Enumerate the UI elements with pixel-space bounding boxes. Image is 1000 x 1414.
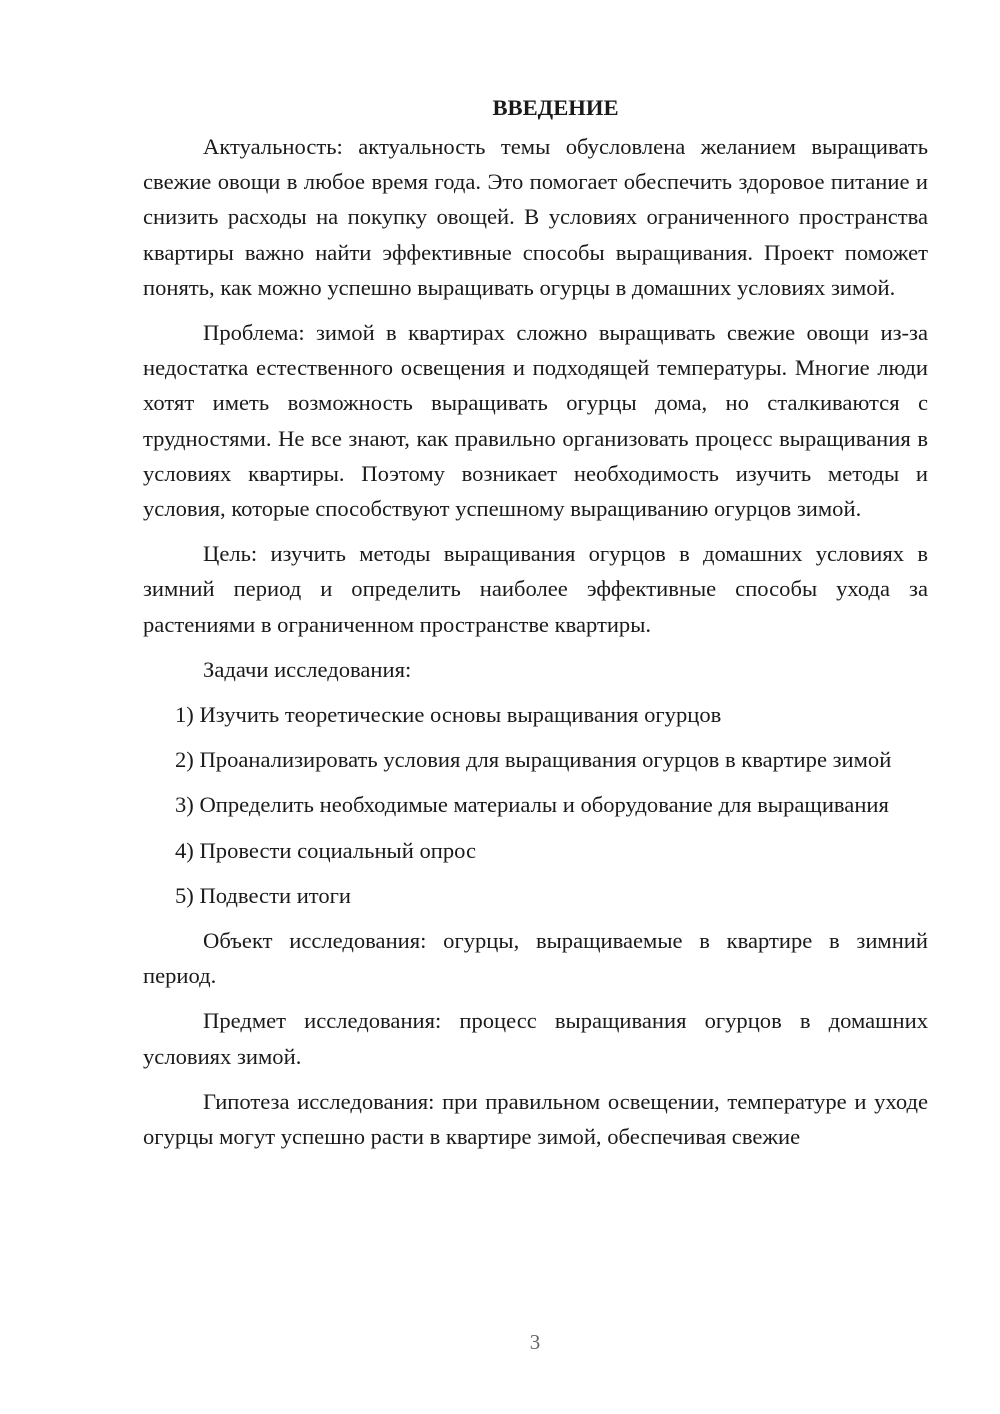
paragraph-hypothesis: Гипотеза исследования: при правильном освещении, температуре и уходе огурцы могут успешно расти в квартире зимой, обеспечивая свежие xyxy=(143,1088,928,1150)
task-item-5: 5) Подвести итоги xyxy=(175,882,352,908)
paragraph-goal: Цель: изучить методы выращивания огурцов в домашних условиях в зимний период и определить наиболее эффективные способы ухода за растениями в ограниченном пространстве квартиры. xyxy=(143,541,928,637)
task-item-3: 3) Определить необходимые материалы и оборудование для выращивания xyxy=(175,792,889,818)
document-page xyxy=(143,90,928,1164)
task-item-4: 4) Провести социальный опрос xyxy=(175,837,477,863)
tasks-heading: Задачи исследования: xyxy=(203,656,412,682)
paragraph-relevance: Актуальность: актуальность темы обусловлена желанием выращивать свежие овощи в любое время года. Это помогает обеспечить здоровое питание и снизить расходы на покупку овощей. В условиях ограниченного пространства квартиры важно найти эффективные способы выращивания. Проект поможет понять, как можно успешно выращивать огурцы в домашних условиях зимой. xyxy=(143,134,928,300)
task-item-1: 1) Изучить теоретические основы выращивания огурцов xyxy=(175,702,722,728)
paragraph-subject: Предмет исследования: процесс выращивания огурцов в домашних условиях зимой. xyxy=(143,1008,928,1069)
page-number: 3 xyxy=(529,1330,541,1354)
task-item-2: 2) Проанализировать условия для выращивания огурцов в квартире зимой xyxy=(175,747,892,773)
paragraph-object: Объект исследования: огурцы, выращиваемые в квартире в зимний период. xyxy=(143,928,928,989)
paragraph-problem: Проблема: зимой в квартирах сложно выращивать свежие овощи из-за недостатка естественного освещения и подходящей температуры. Многие люди хотят иметь возможность выращивать огурцы дома, но сталкиваются с трудностями. Не все знают, как правильно организовать процесс выращивания в условиях квартиры. Поэтому возникает необходимость изучить методы и условия, которые способствуют успешному выращиванию огурцов зимой. xyxy=(143,320,928,522)
section-title: ВВЕДЕНИЕ xyxy=(492,95,619,120)
